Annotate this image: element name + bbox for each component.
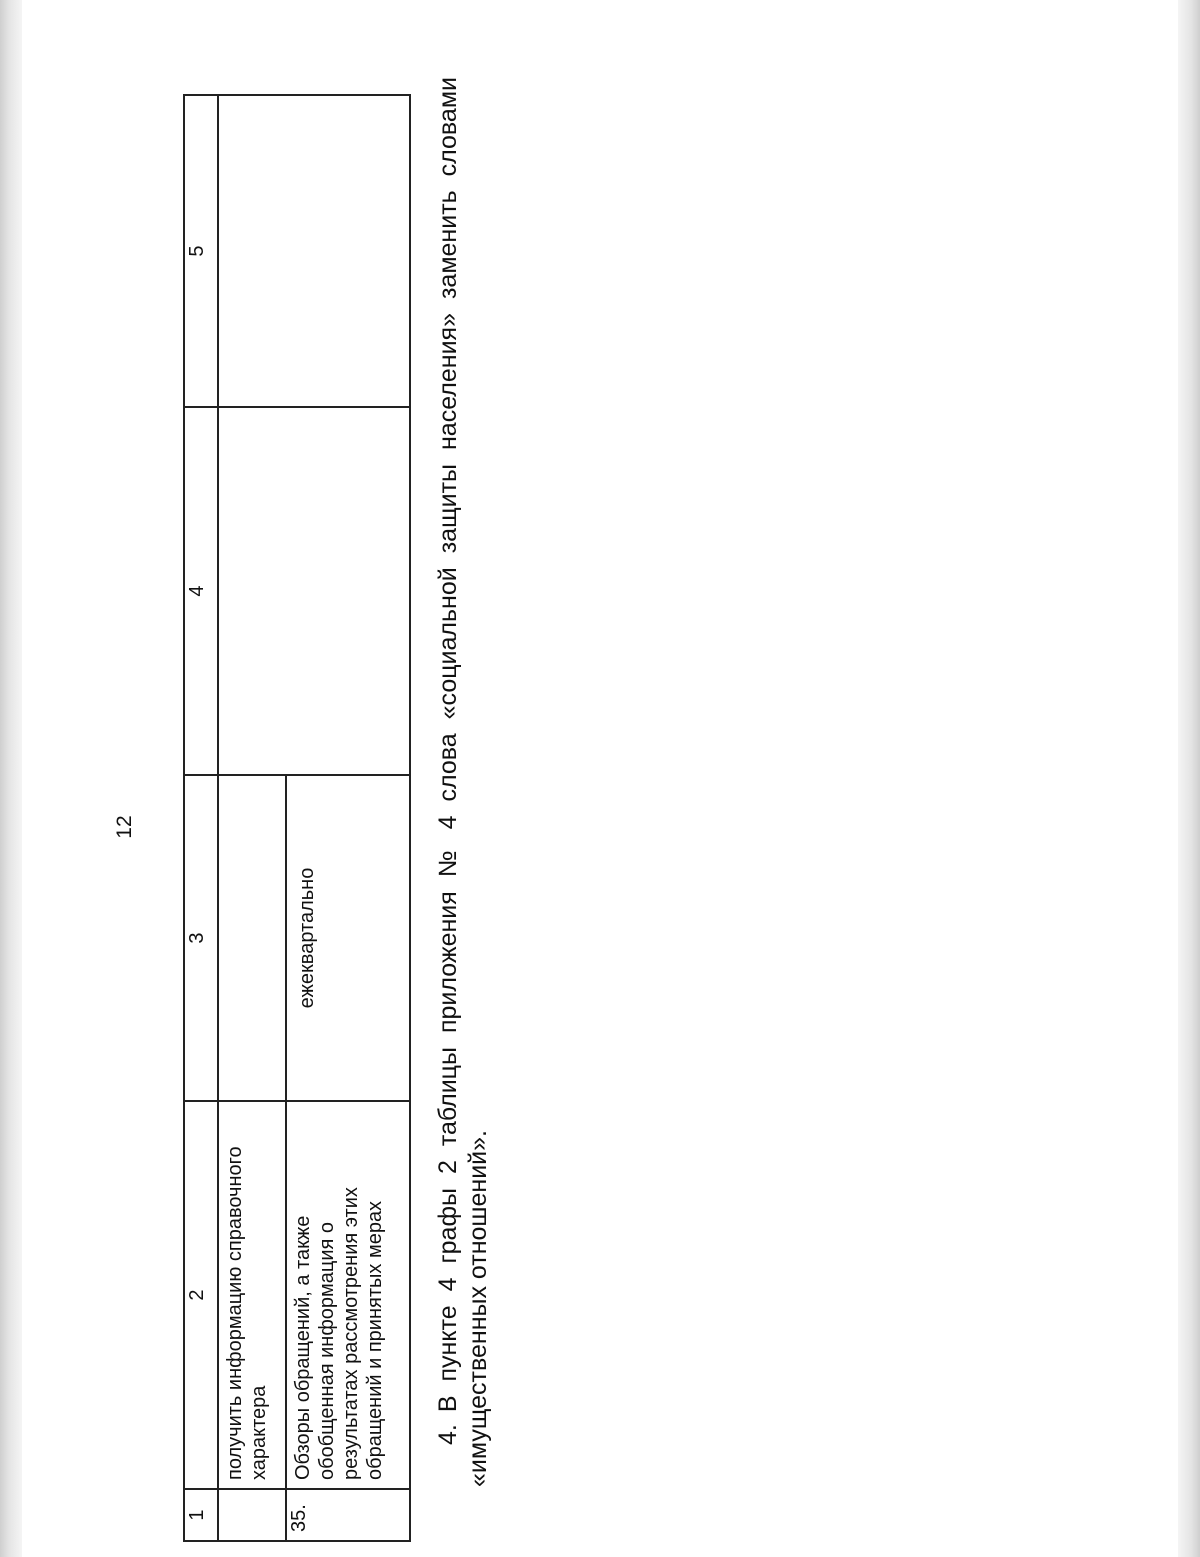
header-cell-1: 1 — [184, 1489, 218, 1541]
row-period-cell: ежеквартально — [286, 775, 410, 1101]
paragraph-text: В пункте 4 графы 2 таблицы приложения № 4 слова «социальной защиты населения» заменить словами «имущественных отношений». — [434, 77, 492, 1487]
row-col4-cell — [218, 407, 410, 775]
row-description-cell: получить информацию справочного характера — [218, 1101, 286, 1489]
header-cell-5: 5 — [184, 95, 218, 407]
header-cell-4: 4 — [184, 407, 218, 775]
row-description-cell: Обзоры обращений, а также обобщенная информация о результатах рассмотрения этих обращений и принятых мерах — [286, 1101, 410, 1489]
paragraph-number: 4. — [434, 1424, 462, 1445]
table-header-row — [184, 95, 218, 1541]
row-number-cell: 35. — [286, 1489, 410, 1541]
amendment-paragraph — [433, 77, 493, 1487]
header-cell-2: 2 — [184, 1101, 218, 1489]
data-table — [183, 94, 411, 1542]
row-col5-cell — [218, 95, 410, 407]
page-number: 12 — [113, 815, 136, 839]
row-number-cell — [218, 1489, 286, 1541]
header-cell-3: 3 — [184, 775, 218, 1101]
row-period-cell — [218, 775, 286, 1101]
table-row — [218, 95, 286, 1541]
